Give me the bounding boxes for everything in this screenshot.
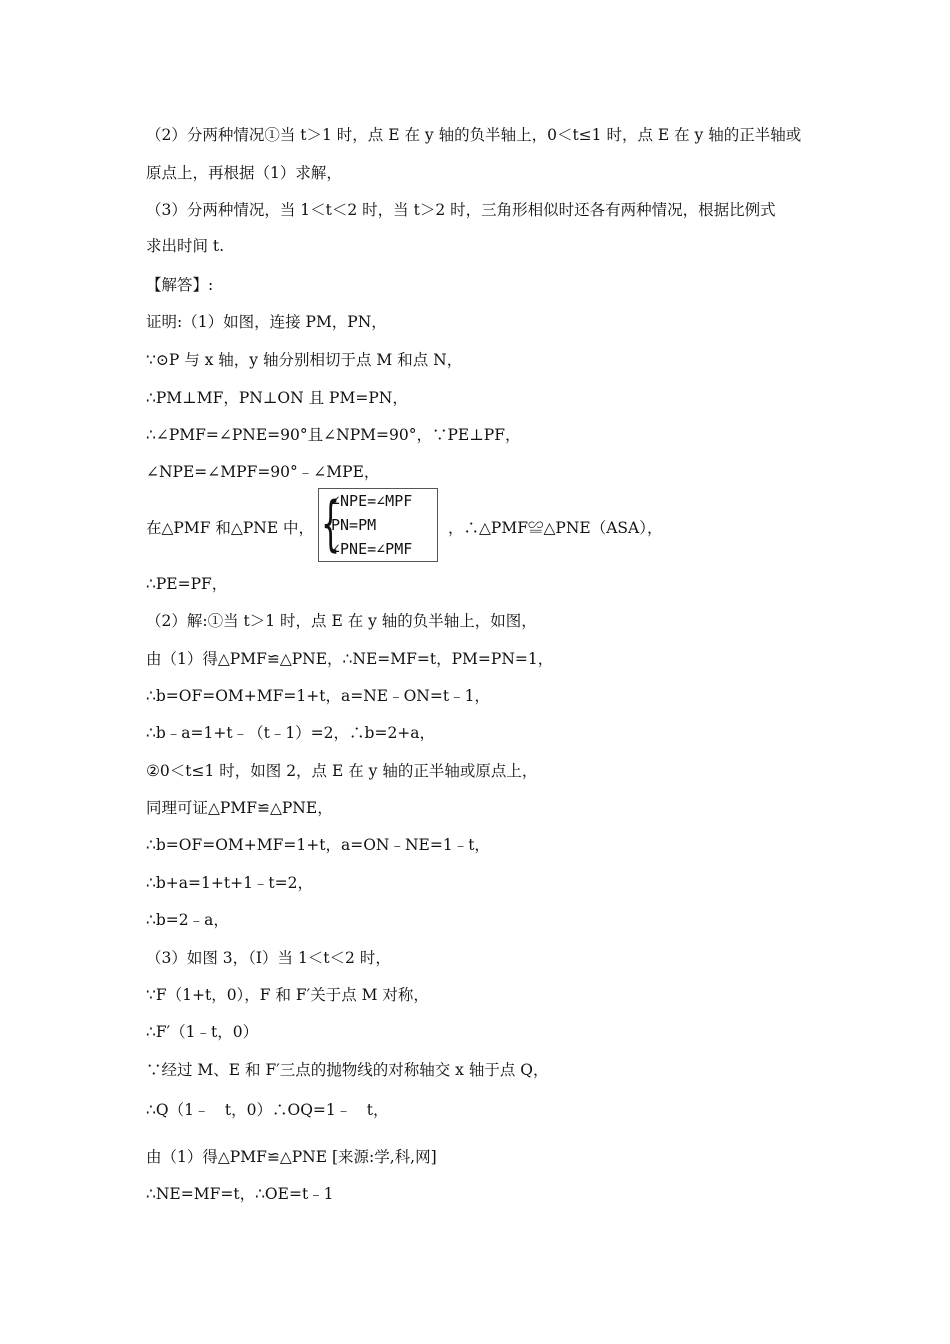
system-equation: ∠PNE=∠PMF — [331, 540, 413, 558]
section-heading: 【解答】: — [146, 276, 214, 294]
text-line: ∴b=2﹣a， — [146, 911, 229, 929]
text-line: （2）解:①当 t＞1 时，点 E 在 y 轴的负半轴上，如图， — [146, 612, 537, 630]
text-line: ∴PM⊥MF，PN⊥ON 且 PM=PN， — [146, 389, 408, 407]
text-line: （3）如图 3，（Ⅰ）当 1＜t＜2 时， — [146, 949, 391, 967]
text-line: 原点上，再根据（1）求解， — [146, 164, 342, 182]
text-line: ∴∠PMF=∠PNE=90°且∠NPM=90°，∵PE⊥PF， — [146, 426, 521, 444]
text-line: 由（1）得△PMF≌△PNE，∴NE=MF=t，PM=PN=1， — [146, 650, 554, 668]
text-line: ∴Q（1﹣ t，0）∴OQ=1﹣ t， — [146, 1101, 389, 1119]
system-suffix: ，∴△PMF≌△PNE（ASA）， — [448, 519, 663, 537]
text-line: （3）分两种情况，当 1＜t＜2 时，当 t＞2 时，三角形相似时还各有两种情况，根据比例式 — [146, 201, 776, 219]
text-line: ∴PE=PF， — [146, 575, 228, 593]
text-line: ∴b+a=1+t+1﹣t=2， — [146, 874, 314, 892]
text-line: ∵F（1+t，0），F 和 F′关于点 M 对称， — [146, 986, 429, 1004]
text-line: ∵⊙P 与 x 轴，y 轴分别相切于点 M 和点 N， — [146, 351, 463, 369]
system-equation: PN=PM — [331, 516, 377, 534]
text-line: ∴b=OF=OM+MF=1+t，a=NE﹣ON=t﹣1， — [146, 687, 490, 705]
text-line: 求出时间 t. — [146, 237, 225, 255]
text-line: ∴NE=MF=t，∴OE=t﹣1 — [146, 1185, 334, 1203]
text-line: （2）分两种情况①当 t＞1 时，点 E 在 y 轴的负半轴上，0＜t≤1 时，点 E 在 y 轴的正半轴或 — [146, 126, 802, 144]
text-line: ②0＜t≤1 时，如图 2，点 E 在 y 轴的正半轴或原点上， — [146, 762, 538, 780]
text-line: 证明:（1）如图，连接 PM，PN， — [146, 313, 387, 331]
text-line: ∴b﹣a=1+t﹣（t﹣1）=2，∴b=2+a， — [146, 724, 436, 742]
text-line: 同理可证△PMF≌△PNE， — [146, 799, 333, 817]
text-line: ∴F′（1﹣t，0） — [146, 1023, 259, 1041]
text-line: 由（1）得△PMF≌△PNE [来源:学,科,网] — [146, 1148, 437, 1166]
text-line: ∵经过 M、E 和 F′三点的抛物线的对称轴交 x 轴于点 Q， — [146, 1061, 549, 1079]
brace-glyph: { — [321, 489, 341, 559]
text-line: ∴b=OF=OM+MF=1+t，a=ON﹣NE=1﹣t， — [146, 836, 490, 854]
system-prefix: 在△PMF 和△PNE 中， — [146, 519, 315, 537]
system-box — [318, 488, 438, 562]
text-line: ∠NPE=∠MPF=90°﹣∠MPE， — [146, 463, 380, 481]
system-equation: ∠NPE=∠MPF — [331, 492, 413, 510]
